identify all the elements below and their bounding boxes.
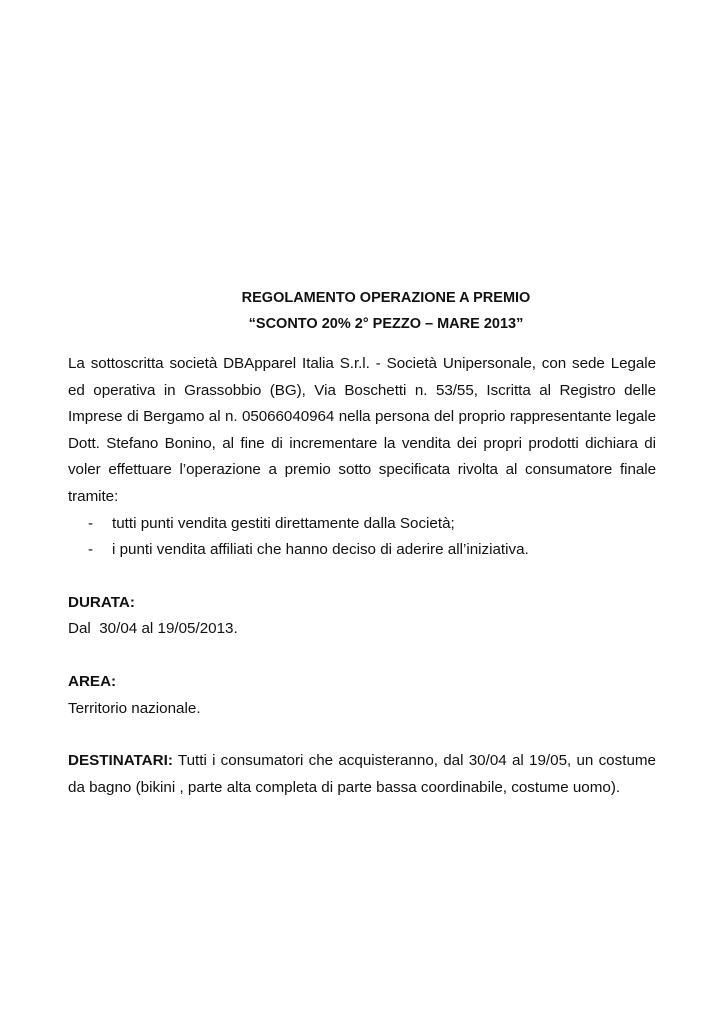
destinatari-text: Tutti i consumatori che acquisteranno, dal 30/04 al 19/05, un costume da bagno (bikini , parte alta completa di parte bassa coordinabile, costume uomo). bbox=[68, 752, 656, 796]
document-subtitle: “SCONTO 20% 2° PEZZO – MARE 2013” bbox=[248, 316, 524, 332]
durata-heading: DURATA: bbox=[68, 593, 135, 611]
document-page bbox=[68, 285, 656, 801]
section-destinatari bbox=[68, 748, 656, 801]
title-block bbox=[116, 285, 656, 337]
section-durata bbox=[68, 590, 656, 643]
durata-text: Dal 30/04 al 19/05/2013. bbox=[68, 620, 238, 638]
document-title: REGOLAMENTO OPERAZIONE A PREMIO bbox=[241, 290, 531, 306]
bullet-text: tutti punti vendita gestiti direttamente dalla Società; bbox=[112, 514, 455, 532]
bullet-list bbox=[68, 511, 656, 564]
list-item bbox=[68, 511, 656, 538]
area-text: Territorio nazionale. bbox=[68, 699, 201, 717]
destinatari-heading: DESTINATARI: bbox=[68, 752, 173, 770]
bullet-dash: - bbox=[88, 541, 94, 559]
area-heading: AREA: bbox=[68, 672, 117, 690]
intro-paragraph: La sottoscritta società DBApparel Italia S.r.l. - Società Unipersonale, con sede Legale ed operativa in Grassobbio (BG), Via Boschetti n. 53/55, Iscritta al Registro delle Imprese di Bergamo al n. 05066040964 nella persona del proprio rappresentante legale Dott. Stefano Bonino, al fine di incrementare la vendita dei propri prodotti dichiara di voler effettuare l’operazione a premio sotto specificata rivolta al consumatore finale tramite: bbox=[68, 355, 656, 505]
section-area bbox=[68, 669, 656, 722]
list-item bbox=[68, 537, 656, 564]
bullet-text: i punti vendita affiliati che hanno deciso di aderire all’iniziativa. bbox=[112, 541, 529, 559]
bullet-dash: - bbox=[88, 514, 94, 532]
